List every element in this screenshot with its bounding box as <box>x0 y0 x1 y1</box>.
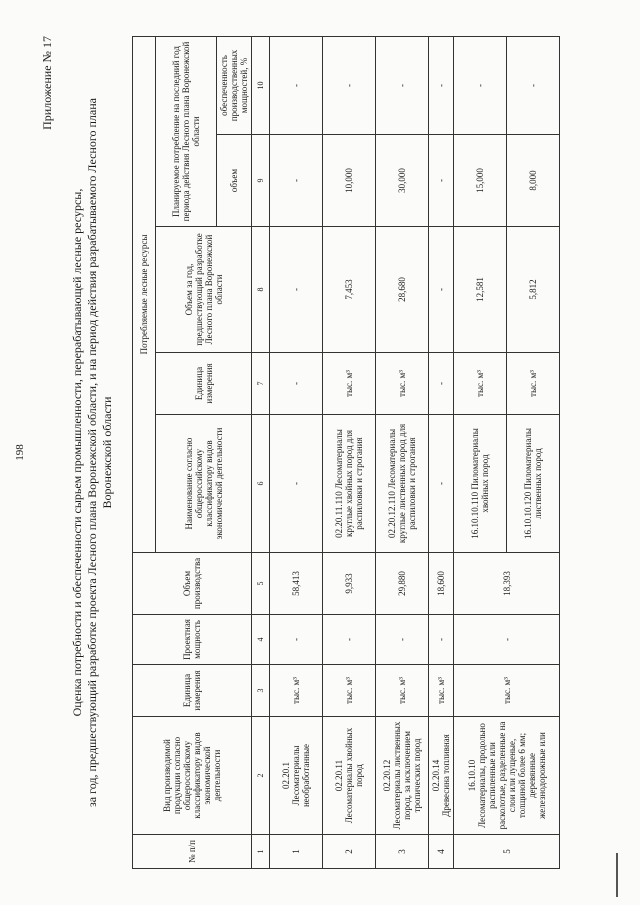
col-header-product: Вид производимой продукции согласно общероссийскому классификатору видов экономической деятельности <box>133 717 252 835</box>
col-header-consumed-group: Потребляемые лесные ресурсы <box>133 36 156 552</box>
header-row-1 <box>133 36 156 868</box>
product-cell <box>454 717 560 835</box>
col-header-resource-unit: Единица измерения <box>156 353 252 415</box>
product-code: 16.10.10 <box>466 759 477 792</box>
planned-volume-cell: 8,000 <box>507 135 560 227</box>
resource-cell: 02.20.11.110 Лесоматериалы круглые хвойных пород для распиловки и строгания <box>323 415 376 553</box>
prev-volume-cell: 12,581 <box>454 227 507 353</box>
resource-table <box>132 36 560 869</box>
planned-volume-cell: - <box>429 135 454 227</box>
table-row <box>323 36 376 868</box>
col-header-provision: обеспеченность производственных мощностей, % <box>217 36 252 134</box>
provision-cell: - <box>429 36 454 134</box>
margin-mark <box>616 853 618 897</box>
table-row <box>429 36 454 868</box>
resource-unit-cell: - <box>429 353 454 415</box>
row-number: 1 <box>270 835 323 869</box>
resource-unit-cell: - <box>270 353 323 415</box>
prev-volume-cell: - <box>429 227 454 353</box>
column-number: 3 <box>252 665 270 717</box>
row-number: 3 <box>376 835 429 869</box>
provision-cell: - <box>376 36 429 134</box>
col-header-volume: Объем производства <box>133 553 252 615</box>
table-row <box>270 36 323 868</box>
title-line-1: Оценка потребности и обеспеченности сырьем промышленности, перерабатывающей лесные ресурсы, <box>70 188 84 717</box>
product-code: 02.20.1 <box>281 762 291 789</box>
resource-cell: 16.10.10.120 Пиломатериалы лиственных пород <box>507 415 560 553</box>
unit-cell: тыс. м³ <box>429 665 454 717</box>
planned-volume-cell: - <box>270 135 323 227</box>
volume-cell: 58,413 <box>270 553 323 615</box>
product-name: Древесина топливная <box>441 734 451 817</box>
resource-unit-cell: тыс. м³ <box>507 353 560 415</box>
planned-volume-cell: 30,000 <box>376 135 429 227</box>
resource-cell: 02.20.12.110 Лесоматериалы круглые лиственных пород для распиловки и строгания <box>376 415 429 553</box>
column-number: 10 <box>252 36 270 134</box>
product-code: 02.20.14 <box>431 759 441 792</box>
product-cell <box>270 717 323 835</box>
column-number: 9 <box>252 135 270 227</box>
table-row <box>454 36 507 868</box>
unit-cell: тыс. м³ <box>376 665 429 717</box>
unit-cell: тыс. м³ <box>270 665 323 717</box>
prev-volume-cell: 5,812 <box>507 227 560 353</box>
column-number: 2 <box>252 717 270 835</box>
capacity-cell: - <box>270 615 323 665</box>
prev-volume-cell: 7,453 <box>323 227 376 353</box>
product-cell <box>376 717 429 835</box>
col-header-planned-volume: объем <box>217 135 252 227</box>
row-number: 2 <box>323 835 376 869</box>
product-name: Лесоматериалы лиственных пород, за исключением тропических пород <box>392 721 422 830</box>
resource-cell: 16.10.10.110 Пиломатериалы хвойных пород <box>454 415 507 553</box>
unit-cell: тыс. м³ <box>454 665 560 717</box>
resource-unit-cell: тыс. м³ <box>323 353 376 415</box>
capacity-cell: - <box>429 615 454 665</box>
column-number: 1 <box>252 835 270 869</box>
provision-cell: - <box>454 36 507 134</box>
page-number: 198 <box>14 444 26 461</box>
row-number: 5 <box>454 835 560 869</box>
col-header-resource-name: Наименование согласно общероссийскому классификатору видов экономической деятельности <box>156 415 252 553</box>
volume-cell: 29,880 <box>376 553 429 615</box>
column-number-row <box>252 36 270 868</box>
planned-volume-cell: 15,000 <box>454 135 507 227</box>
product-code: 02.20.11 <box>334 759 344 792</box>
prev-volume-cell: 28,680 <box>376 227 429 353</box>
capacity-cell: - <box>454 615 560 665</box>
col-header-capacity: Проектная мощность <box>133 615 252 665</box>
column-number: 6 <box>252 415 270 553</box>
row-number: 4 <box>429 835 454 869</box>
resource-cell: - <box>270 415 323 553</box>
resource-unit-cell: тыс. м³ <box>454 353 507 415</box>
product-name: Лесоматериалы необработанные <box>291 743 311 808</box>
column-number: 5 <box>252 553 270 615</box>
product-name: Лесоматериалы, продольно распиленные или расколотые, разделенные на слои или лущеные, толщиной более 6 мм; деревянные железнодорожные или <box>476 721 547 830</box>
product-name: Лесоматериалы хвойных пород <box>344 727 364 824</box>
provision-cell: - <box>323 36 376 134</box>
col-header-prev-year: Объем за год, предшествующий разработке Лесного плана Воронежской области <box>156 227 252 353</box>
appendix-label: Приложение № 17 <box>40 36 54 130</box>
column-number: 7 <box>252 353 270 415</box>
capacity-cell: - <box>323 615 376 665</box>
capacity-cell: - <box>376 615 429 665</box>
volume-cell: 9,933 <box>323 553 376 615</box>
column-number: 4 <box>252 615 270 665</box>
resource-cell: - <box>429 415 454 553</box>
prev-volume-cell: - <box>270 227 323 353</box>
table-row <box>376 36 429 868</box>
title-line-3: Воронежской области <box>100 396 114 509</box>
col-header-num: № п/п <box>133 835 252 869</box>
provision-cell: - <box>507 36 560 134</box>
product-cell <box>429 717 454 835</box>
product-cell <box>323 717 376 835</box>
col-header-unit: Единица измерения <box>133 665 252 717</box>
column-number: 8 <box>252 227 270 353</box>
unit-cell: тыс. м³ <box>323 665 376 717</box>
resource-unit-cell: тыс. м³ <box>376 353 429 415</box>
provision-cell: - <box>270 36 323 134</box>
title-line-2: за год, предшествующий разработке проекта Лесного плана Воронежской области, и на период действия разрабатываемого Лесного плана <box>85 98 99 807</box>
document-title <box>70 40 115 865</box>
product-code: 02.20.12 <box>382 759 392 792</box>
volume-cell: 18,600 <box>429 553 454 615</box>
col-header-planned-group: Планируемое потребление на последний год периода действия Лесного плана Воронежской области <box>156 36 217 226</box>
planned-volume-cell: 10,000 <box>323 135 376 227</box>
volume-cell: 18,393 <box>454 553 560 615</box>
